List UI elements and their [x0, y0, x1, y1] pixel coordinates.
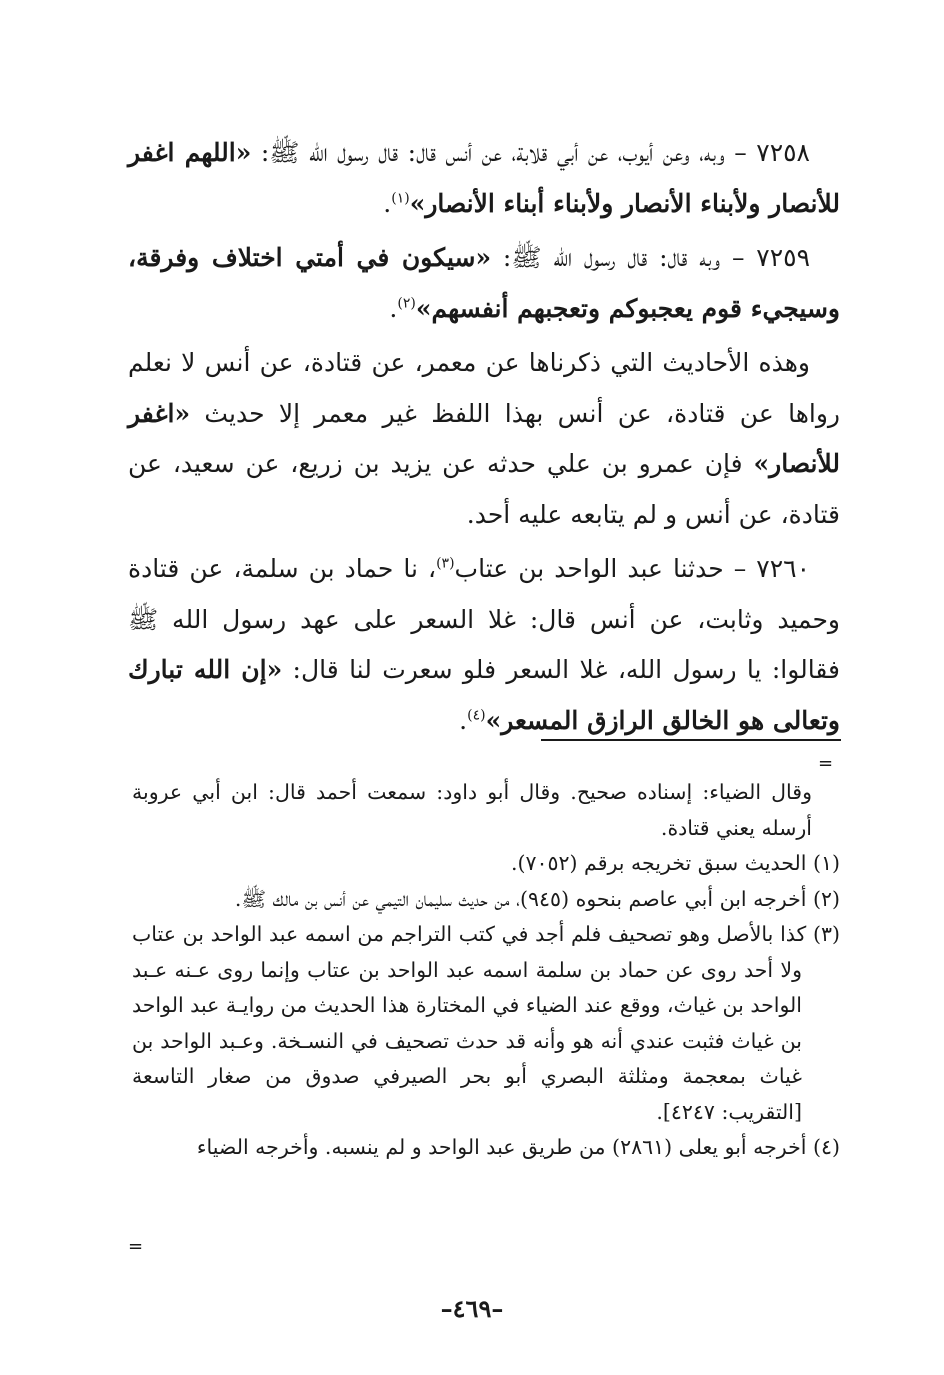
hadith-7258-text: ٧٢٥٨ – وبه، وعن أيوب، عن أبي قلابة، عن أنس قال: قال رسول الله ﷺ: [251, 138, 810, 167]
hadith-7260-end: . [459, 705, 468, 735]
hadith-7258-end: . [383, 188, 392, 218]
hadith-7258 [128, 128, 840, 229]
footnote-2: (٢) أخرجه ابن أبي عاصم بنحوه (٩٤٥)، من حديث سليمان التيمي عن أنس بن مالك ﷺ. [234, 886, 840, 911]
footnote-4: (٤) أخرجه أبو يعلى (٢٨٦١) من طريق عبد الواحد و لم ينسبه. وأخرجه الضياء [196, 1135, 840, 1159]
continuation-marker-bottom: = [128, 1236, 144, 1257]
hadith-7259-text: ٧٢٥٩ – وبه قال: قال رسول الله ﷺ: [491, 243, 810, 272]
footnote-ref-1[interactable]: (١) [391, 190, 410, 207]
hadith-7260-text: ٧٢٦٠ – حدثنا عبد الواحد بن عتاب [454, 554, 810, 583]
hadith-7260 [128, 544, 840, 746]
footnote-ref-2[interactable]: (٢) [397, 295, 416, 312]
commentary-text: وهذه الأحاديث التي ذكرناها عن معمر، عن قتادة، عن أنس لا نعلم رواها عن قتادة، عن أنس بهذا اللفظ غير معمر إلا حديث [128, 348, 840, 428]
hadith-7260-text-2: ، نا حماد بن سلمة، عن قتادة وحميد وثابت، عن أنس قال: غلا السعر على عهد رسول الله ﷺ فقالوا: يا رسول الله، غلا السعر فلو سعرت لنا قال: [128, 554, 840, 684]
hadith-7259-quote: «سيكون في أمتي اختلاف وفرقة، وسيجيء قوم يعجبوكم وتعجبهم أنفسهم» [128, 243, 840, 323]
hadith-7259-end: . [389, 293, 398, 323]
commentary-paragraph [128, 338, 840, 540]
commentary-text-2: فإن عمرو بن علي حدثه عن يزيد بن زريع، عن سعيد، عن قتادة، عن أنس و لم يتابعه عليه أحد. [128, 449, 840, 529]
page-number: –٤٦٩– [440, 1294, 504, 1323]
continuation-marker-top: = [818, 753, 834, 774]
footnotes-block [132, 775, 840, 1166]
footnote-3: (٣) كذا بالأصل وهو تصحيف فلم أجد في كتب التراجم من اسمه عبد الواحد بن عتاب ولا أحد روى عن حماد بن سلمة اسمه عبد الواحد بن عتاب وإنما روى عـنه عـبد الواحد بن غياث، ووقع عند الضياء في المختارة هذا الحديث من روايـة عبد الواحد بن غياث فثبت عندي أنه هو وأنه قد حدث تصحيف في النسـخة. وعـبد الواحد بن غياث بمعجمة ومثلثة البصري أبو بحر الصيرفي صدوق من صغار التاسعة [التقريب: ٤٢٤٧]. [132, 922, 840, 1124]
hadith-7259 [128, 233, 840, 334]
footnote-1: (١) الحديث سبق تخريجه برقم (٧٠٥٢). [510, 851, 840, 875]
footnote-ref-4[interactable]: (٤) [467, 707, 486, 724]
footnote-continuation: وقال الضياء: إسناده صحيح. وقال أبو داود: سمعت أحمد قال: ابن أبي عروبة أرسله يعني قتادة. [132, 780, 812, 840]
hadith-7258-quote: «اللهم اغفر للأنصار ولأبناء الأنصار ولأبناء أبناء الأنصار» [128, 138, 840, 218]
footnote-separator-rule [541, 739, 841, 741]
hadith-7260-quote: «إن الله تبارك وتعالى هو الخالق الرازق المسعر» [128, 655, 840, 735]
commentary-quote: «اغفر للأنصار» [128, 398, 840, 478]
footnote-ref-3[interactable]: (٣) [436, 555, 455, 572]
main-text-block [128, 128, 840, 746]
